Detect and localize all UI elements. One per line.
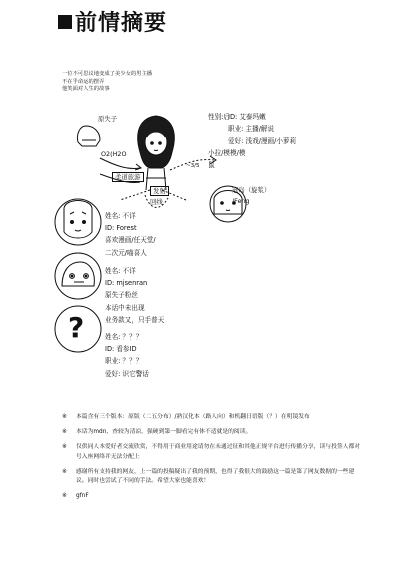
note-text: 本篇含有三个版本：原版（二五分布）/熟汉化本（路人向）和机翻日语版（？）在明镜发布 — [76, 414, 310, 420]
note-mark: ※ — [62, 468, 67, 475]
info-line: 职业: ？？？ — [105, 357, 143, 366]
info-line: 业务款又，只手普天 — [105, 315, 165, 324]
char3-info — [105, 331, 149, 380]
note-text: 仅供同人本爱好者交流欣赏，不得用于商业用途请勿在未通过征和其他正规平台进行传播分享，读与投签人都对号入座网络并无法分配上 — [76, 444, 361, 460]
intro-line: 他笑面对人生的故事 — [62, 86, 110, 92]
info-line: ID: 看参ID — [105, 345, 137, 354]
page-title-text: 前情摘要 — [75, 11, 168, 36]
info-line: 鼠 — [208, 161, 215, 170]
info-line: 原失子粉丝 — [105, 291, 138, 300]
right-char-name: 冠岛（旋浆） — [232, 186, 271, 194]
info-line: 爱好: 浅戏/漫画/小萝莉 — [228, 137, 297, 146]
intro-line: 不在乎命运的摆弄 — [62, 78, 105, 85]
char1-portrait — [55, 199, 101, 245]
note-mark: ※ — [62, 414, 67, 420]
info-line: 职业: 主播/解说 — [228, 125, 275, 134]
left-character-portrait — [77, 126, 100, 146]
info-line: 小拉/模模/模 — [208, 149, 246, 157]
info-line: ID: 艾泰玛嫩 — [228, 113, 266, 121]
formula-label: O2(H2O — [101, 150, 127, 158]
intro-line: 一位不可思议地变成了美少女的男主播 — [62, 71, 153, 77]
note-text: 本话为mdn，查较为清凉，强硬到第一脚看完有体不适就是的阅读。 — [76, 429, 252, 436]
question-mark: ? — [68, 311, 85, 344]
char2-info — [105, 265, 164, 326]
notes-section — [62, 413, 362, 507]
info-line: 姓名: 不详 — [105, 267, 136, 275]
note-mark: ※ — [62, 429, 67, 436]
central-char-info — [208, 111, 230, 123]
note-item — [62, 468, 362, 486]
center-label-3: 回线 — [150, 198, 163, 206]
arrow-left — [100, 158, 140, 169]
note-item — [62, 428, 362, 437]
right-char-sub: /Feng — [232, 197, 250, 205]
note-text: 感谢所有支持我的网友，上一篇的投稿疑出了我的预期，也得了我很大的鼓励这一篇是第了网友数据的一些建议。同时也尝试了不同的手法。希望大家也能喜欢！ — [76, 468, 355, 485]
central-char-extra — [208, 147, 245, 171]
center-label-2: 发射 — [150, 186, 169, 196]
info-line: ID: mjsenran — [105, 279, 148, 288]
info-line: 姓名: 不详 — [105, 212, 136, 220]
info-line: 爱好: 识它警话 — [105, 369, 149, 378]
note-mark: ※ — [62, 493, 67, 500]
arrowhead-left — [135, 164, 141, 170]
info-line: 姓名: ？？？ — [105, 333, 143, 341]
note-item — [62, 492, 362, 501]
note-mark: ※ — [62, 444, 67, 451]
note-item — [62, 443, 362, 461]
info-line: 性别:后 — [208, 113, 231, 121]
char1-info — [105, 210, 156, 259]
info-line: 二次元/喵喜人 — [105, 248, 147, 257]
arrow-label: ~3/5 — [186, 163, 200, 169]
left-char-name: 原失子 — [98, 115, 118, 123]
center-label-1: 柔道旅游 — [112, 172, 144, 182]
info-line: ID: Forest — [105, 224, 137, 233]
info-line: 本话中未出现 — [105, 303, 145, 312]
info-line: 喜欢漫画/任天堂/ — [105, 236, 156, 245]
note-text: gfnF — [76, 493, 89, 500]
central-char-details — [228, 111, 296, 148]
char2-portrait — [55, 253, 101, 299]
note-item — [62, 413, 362, 422]
